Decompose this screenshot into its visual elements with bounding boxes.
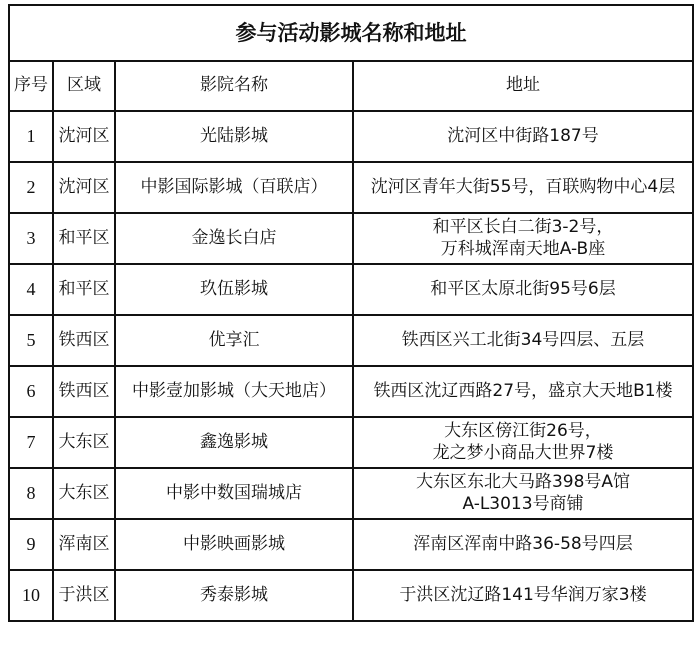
row-number: 9 [9,519,53,570]
header-district: 区域 [53,61,115,111]
header-cinema-name: 影院名称 [115,61,353,111]
row-number: 6 [9,366,53,417]
row-number: 10 [9,570,53,621]
row-cinema-name: 秀泰影城 [115,570,353,621]
row-address [353,366,693,417]
row-number: 4 [9,264,53,315]
row-district: 沈河区 [53,162,115,213]
address-line: 浑南区浑南中路36-58号四层 [413,533,633,554]
row-address [353,213,693,264]
header-row [9,61,693,111]
row-address [353,264,693,315]
row-number: 3 [9,213,53,264]
table-row [9,519,693,570]
row-address [353,111,693,162]
table-row [9,162,693,213]
address-line: 大东区傍江街26号， [444,421,602,442]
row-cinema-name: 玖伍影城 [115,264,353,315]
row-address [353,315,693,366]
table-title: 参与活动影城名称和地址 [9,5,693,61]
address-line: 沈河区中街路187号 [447,125,599,146]
row-district: 铁西区 [53,366,115,417]
row-number: 5 [9,315,53,366]
row-cinema-name: 中影壹加影城（大天地店） [115,366,353,417]
row-cinema-name: 金逸长白店 [115,213,353,264]
row-district: 大东区 [53,468,115,519]
address-line: 铁西区沈辽西路27号，盛京大天地B1楼 [373,380,673,401]
address-line: 于洪区沈辽路141号华润万家3楼 [399,584,647,605]
row-address [353,417,693,468]
table-row [9,315,693,366]
address-line: A-L3013号商铺 [462,493,584,514]
row-number: 2 [9,162,53,213]
table-body [9,111,693,621]
row-address [353,468,693,519]
row-district: 大东区 [53,417,115,468]
row-address [353,162,693,213]
cinema-table [8,4,694,622]
row-cinema-name: 优享汇 [115,315,353,366]
address-line: 和平区太原北街95号6层 [430,278,616,299]
row-district: 沈河区 [53,111,115,162]
header-address: 地址 [353,61,693,111]
table-row [9,468,693,519]
table-row [9,417,693,468]
row-cinema-name: 中影映画影城 [115,519,353,570]
row-number: 8 [9,468,53,519]
table-row [9,570,693,621]
row-number: 7 [9,417,53,468]
row-district: 和平区 [53,213,115,264]
row-district: 浑南区 [53,519,115,570]
row-cinema-name: 中影中数国瑞城店 [115,468,353,519]
address-line: 和平区长白二街3-2号， [432,217,614,238]
row-cinema-name: 鑫逸影城 [115,417,353,468]
table-row [9,366,693,417]
row-district: 于洪区 [53,570,115,621]
row-address [353,519,693,570]
table-row [9,264,693,315]
address-line: 龙之梦小商品大世界7楼 [432,442,614,463]
table-row [9,213,693,264]
header-number: 序号 [9,61,53,111]
address-line: 沈河区青年大街55号，百联购物中心4层 [370,176,676,197]
row-district: 铁西区 [53,315,115,366]
table-row [9,111,693,162]
row-address [353,570,693,621]
address-line: 万科城浑南天地A-B座 [440,238,606,259]
row-district: 和平区 [53,264,115,315]
address-line: 铁西区兴工北街34号四层、五层 [401,329,645,350]
row-cinema-name: 光陆影城 [115,111,353,162]
address-line: 大东区东北大马路398号A馆 [415,472,631,493]
row-number: 1 [9,111,53,162]
row-cinema-name: 中影国际影城（百联店） [115,162,353,213]
